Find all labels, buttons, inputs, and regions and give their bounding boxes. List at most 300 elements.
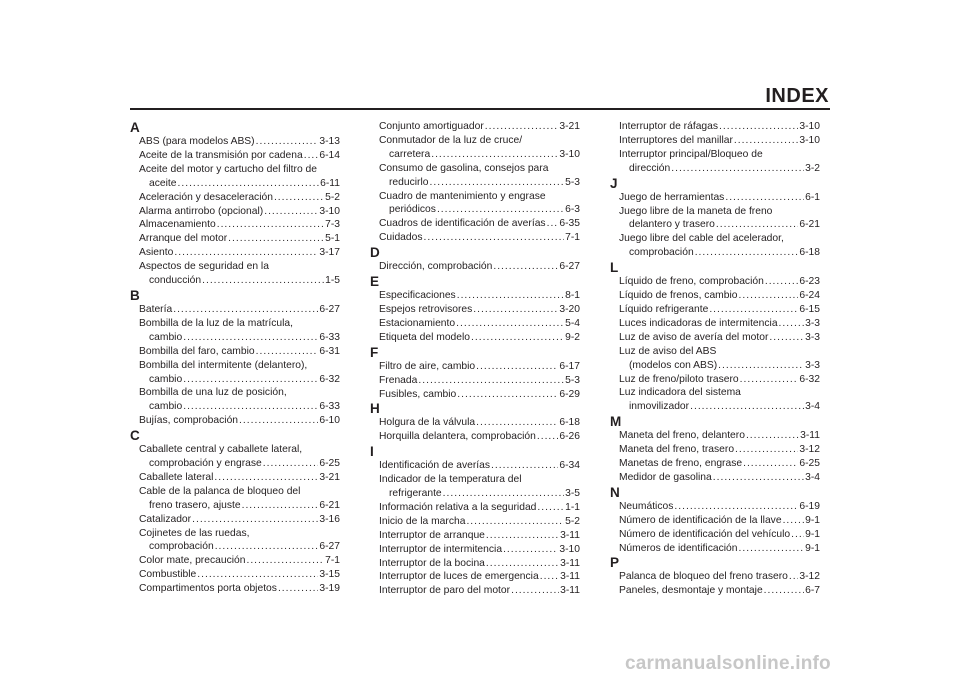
index-entry: [130, 232, 340, 246]
entry-text: Luz de freno/piloto trasero: [619, 373, 739, 385]
index-entry: [610, 542, 820, 556]
entry-text: Conjunto amortiguador: [379, 121, 484, 132]
page-number: 5-3: [565, 176, 580, 188]
entry-text-continued: refrigerante: [389, 488, 442, 500]
entry-text: Interruptor de luces de emergencia: [379, 571, 539, 583]
dot-leader: [537, 430, 559, 444]
index-entry: [130, 485, 340, 513]
entry-text: Aceite de la transmisión por cadena: [139, 149, 303, 161]
entry-text: Horquilla delantera, comprobación: [379, 431, 536, 443]
entry-text: Interruptor de intermitencia: [379, 543, 503, 555]
index-entry: [370, 190, 580, 218]
index-section: [370, 345, 580, 402]
entry-text: Inicio de la marcha: [379, 515, 466, 527]
dot-leader: [791, 528, 804, 542]
index-entry: [370, 162, 580, 190]
dot-leader: [437, 203, 564, 217]
page-number: 6-21: [799, 219, 820, 231]
index-section: [610, 414, 820, 485]
entry-text: Aceite del motor y cartucho del filtro de: [139, 163, 317, 175]
section-letter: F: [370, 344, 379, 360]
entry-text: Líquido de frenos, cambio: [619, 290, 738, 302]
entry-text: ABS (para modelos ABS): [139, 136, 255, 147]
page-number: 3-3: [805, 317, 820, 329]
section-letter: B: [130, 287, 140, 303]
page-number: 3-5: [565, 488, 580, 500]
index-column-2: [370, 120, 580, 598]
section-letter: M: [610, 414, 622, 430]
index-section: [370, 401, 580, 444]
index-entry: [130, 317, 340, 345]
page-number: 3-11: [560, 571, 580, 583]
page-number: 6-34: [559, 460, 580, 472]
page-number: 8-1: [565, 290, 580, 302]
entry-text: Arranque del motor: [139, 233, 228, 245]
page-number: 3-4: [805, 471, 820, 483]
page-number: 6-3: [565, 204, 580, 216]
page-number: 3-12: [799, 444, 820, 456]
index-section: [610, 120, 820, 176]
entry-text-continued: comprobación: [149, 541, 214, 553]
index-entry: [130, 386, 340, 414]
entry-text: Indicador de la temperatura del: [379, 474, 522, 486]
entry-text: Bombilla de una luz de posición,: [139, 387, 287, 399]
dot-leader: [735, 443, 798, 457]
page-number: 6-23: [799, 276, 820, 288]
index-section: [130, 120, 340, 288]
entry-text: Juego libre de la maneta de freno: [619, 205, 773, 217]
entry-text: Almacenamiento: [139, 219, 216, 231]
entry-text: Alarma antirrobo (opcional): [139, 205, 264, 217]
index-entry: [370, 430, 580, 444]
page-number: 6-14: [319, 149, 340, 161]
dot-leader: [256, 345, 319, 359]
page-number: 6-17: [559, 360, 580, 372]
header-rule: [130, 108, 830, 110]
page-number: 6-25: [799, 458, 820, 470]
index-entry: [370, 120, 580, 134]
page-number: 6-7: [805, 585, 820, 597]
entry-text-continued: periódicos: [389, 204, 436, 216]
dot-leader: [540, 570, 559, 584]
page-number: 3-15: [319, 569, 340, 581]
dot-leader: [486, 529, 559, 543]
dot-leader: [457, 388, 558, 402]
page-number: 3-11: [560, 529, 580, 541]
dot-leader: [173, 303, 318, 317]
page-number: 3-10: [559, 148, 580, 160]
entry-text: Espejos retrovisores: [379, 303, 473, 315]
section-letter: D: [370, 245, 380, 261]
dot-leader: [739, 289, 799, 303]
page-number: 6-24: [799, 290, 820, 302]
entry-text: Catalizador: [139, 513, 192, 525]
index-entry: [610, 514, 820, 528]
index-entry: [610, 317, 820, 331]
page-number: 6-26: [559, 431, 580, 443]
dot-leader: [740, 373, 799, 387]
page-number: 3-19: [319, 583, 340, 595]
entry-text: Líquido de freno, comprobación: [619, 276, 764, 288]
index-entry: [610, 429, 820, 443]
page-number: 3-10: [799, 121, 820, 132]
index-entry: [370, 231, 580, 245]
entry-text: Etiqueta del modelo: [379, 331, 471, 343]
page-number: 6-33: [319, 401, 340, 413]
dot-leader: [765, 275, 799, 289]
entry-text: Cuidados: [379, 232, 423, 244]
index-entry: [370, 543, 580, 557]
page-number: 3-10: [559, 543, 580, 555]
entry-text: Consumo de gasolina, consejos para: [379, 162, 549, 174]
dot-leader: [503, 543, 558, 557]
page-number: 5-2: [565, 515, 580, 527]
page-number: 3-21: [559, 121, 580, 132]
dot-leader: [264, 205, 318, 219]
page-number: 6-35: [559, 218, 580, 230]
page-number: 7-3: [325, 219, 340, 231]
index-entry: [610, 584, 820, 598]
dot-leader: [424, 231, 565, 245]
dot-leader: [431, 148, 558, 162]
page-number: 5-1: [325, 233, 340, 245]
dot-leader: [215, 540, 319, 554]
dot-leader: [743, 457, 798, 471]
dot-leader: [443, 487, 564, 501]
entry-text-continued: cambio: [149, 373, 183, 385]
entry-text: Palanca de bloqueo del freno trasero: [619, 571, 788, 583]
entry-text: Cojinetes de las ruedas,: [139, 527, 250, 539]
index-entry: [130, 303, 340, 317]
index-entry: [610, 232, 820, 260]
entry-text: Compartimentos porta objetos: [139, 583, 277, 595]
entry-text: Bombilla del intermitente (delantero),: [139, 359, 308, 371]
dot-leader: [263, 457, 319, 471]
page-number: 6-15: [799, 303, 820, 315]
page-number: 3-12: [799, 571, 820, 583]
entry-text: Holgura de la válvula: [379, 417, 476, 429]
dot-leader: [486, 557, 559, 571]
dot-leader: [217, 218, 324, 232]
index-entry: [130, 246, 340, 260]
page-number: 6-11: [320, 177, 340, 189]
index-entry: [610, 373, 820, 387]
dot-leader: [202, 274, 324, 288]
section-letter: H: [370, 401, 380, 417]
page-number: 5-3: [565, 374, 580, 386]
dot-leader: [476, 416, 558, 430]
entry-text: Número de identificación de la llave: [619, 514, 782, 526]
dot-leader: [304, 149, 319, 163]
watermark: carmanualsonline.info: [625, 653, 831, 674]
index-entry: [130, 443, 340, 471]
entry-text: Aspectos de seguridad en la: [139, 261, 269, 273]
page-number: 6-33: [319, 331, 340, 343]
entry-text: Números de identificación: [619, 542, 738, 554]
entry-text-continued: reducirlo: [389, 176, 429, 188]
index-entry: [370, 459, 580, 473]
dot-leader: [725, 191, 804, 205]
entry-text-continued: cambio: [149, 401, 183, 413]
entry-text: Aceleración y desaceleración: [139, 191, 273, 203]
index-entry: [130, 359, 340, 387]
page-number: 3-4: [805, 401, 820, 413]
index-entry: [370, 584, 580, 598]
index-entry: [610, 205, 820, 233]
index-entry: [610, 191, 820, 205]
entry-text: Interruptor principal/Bloqueo de: [619, 148, 763, 160]
index-section: [370, 444, 580, 598]
dot-leader: [769, 331, 804, 345]
index-entry: [370, 134, 580, 162]
index-entry: [610, 331, 820, 345]
index-entry: [610, 134, 820, 148]
page-number: 3-10: [799, 134, 820, 146]
index-entry: [130, 471, 340, 485]
page-number: 1-5: [325, 275, 340, 287]
index-section: [610, 555, 820, 598]
page-number: 3-11: [800, 430, 820, 442]
entry-text: Conmutador de la luz de cruce/: [379, 134, 523, 146]
page-number: 6-21: [319, 499, 340, 511]
page-number: 9-1: [805, 542, 820, 554]
dot-leader: [183, 373, 318, 387]
index-entry: [130, 149, 340, 163]
entry-text: Interruptor de la bocina: [379, 557, 485, 569]
index-entry: [370, 388, 580, 402]
index-entry: [610, 345, 820, 373]
dot-leader: [256, 135, 319, 149]
page-number: 6-25: [319, 458, 340, 470]
entry-text-continued: aceite: [149, 177, 177, 189]
page-number: 6-32: [319, 373, 340, 385]
entry-text-continued: conducción: [149, 275, 202, 287]
index-column-3: [610, 120, 820, 598]
index-entry: [370, 303, 580, 317]
index-entry: [130, 163, 340, 191]
dot-leader: [274, 191, 324, 205]
dot-leader: [246, 554, 324, 568]
dot-leader: [456, 317, 564, 331]
entry-text-continued: inmovilizador: [629, 401, 690, 413]
page-number: 3-21: [319, 471, 340, 483]
index-entry: [370, 515, 580, 529]
entry-text: Cable de la palanca de bloqueo del: [139, 485, 301, 497]
index-entry: [130, 345, 340, 359]
entry-text: Luz indicadora del sistema: [619, 387, 741, 399]
index-entry: [610, 570, 820, 584]
page-number: 3-11: [560, 585, 580, 597]
entry-text: Líquido refrigerante: [619, 303, 709, 315]
index-entry: [130, 191, 340, 205]
index-entry: [370, 217, 580, 231]
entry-text: Interruptor de ráfagas: [619, 121, 719, 132]
page-number: 3-17: [319, 247, 340, 259]
dot-leader: [457, 289, 564, 303]
entry-text: Combustible: [139, 569, 197, 581]
page-number: 3-2: [805, 162, 820, 174]
dot-leader: [734, 134, 799, 148]
page-title: INDEX: [765, 85, 829, 107]
dot-leader: [418, 374, 564, 388]
page-number: 6-18: [799, 247, 820, 259]
dot-leader: [746, 429, 799, 443]
dot-leader: [695, 246, 799, 260]
index-entry: [610, 443, 820, 457]
section-letter: I: [370, 444, 374, 460]
page-number: 9-1: [805, 514, 820, 526]
entry-text-continued: comprobación y engrase: [149, 458, 262, 470]
section-letter: P: [610, 555, 620, 571]
page-number: 3-11: [560, 557, 580, 569]
page-number: 3-16: [319, 513, 340, 525]
entry-text-continued: delantero y trasero: [629, 219, 715, 231]
index-entry: [130, 135, 340, 149]
index-entry: [370, 317, 580, 331]
entry-text-continued: freno trasero, ajuste: [149, 499, 241, 511]
entry-text: Maneta del freno, delantero: [619, 430, 745, 442]
dot-leader: [716, 218, 799, 232]
section-letter: A: [130, 120, 140, 135]
entry-text-continued: carretera: [389, 148, 431, 160]
entry-text: Luz de aviso del ABS: [619, 345, 717, 357]
dot-leader: [242, 499, 319, 513]
index-column-1: [130, 120, 340, 596]
section-letter: L: [610, 260, 619, 276]
page-number: 3-3: [805, 331, 820, 343]
dot-leader: [671, 162, 804, 176]
dot-leader: [493, 260, 558, 274]
entry-text-continued: (modelos con ABS): [629, 359, 718, 371]
index-entry: [610, 303, 820, 317]
page-number: 6-10: [319, 415, 340, 427]
dot-leader: [719, 120, 798, 134]
entry-text: Juego libre del cable del acelerador,: [619, 233, 784, 245]
entry-text: Asiento: [139, 247, 174, 259]
page-number: 1-1: [565, 501, 580, 513]
index-entry: [370, 529, 580, 543]
page-number: 9-1: [805, 528, 820, 540]
index-entry: [610, 275, 820, 289]
entry-text: Fusibles, cambio: [379, 388, 457, 400]
index-entry: [370, 331, 580, 345]
index-entry: [610, 500, 820, 514]
entry-text: Interruptor de paro del motor: [379, 585, 511, 597]
entry-text: Número de identificación del vehículo: [619, 528, 791, 540]
index-section: [130, 428, 340, 596]
dot-leader: [473, 303, 558, 317]
entry-text: Caballete lateral: [139, 471, 214, 483]
page-number: 3-13: [319, 136, 340, 147]
page-number: 9-2: [565, 331, 580, 343]
index-section: [130, 288, 340, 428]
index-entry: [370, 374, 580, 388]
dot-leader: [783, 514, 805, 528]
index-entry: [130, 568, 340, 582]
index-entry: [610, 386, 820, 414]
entry-text: Bujías, comprobación: [139, 415, 239, 427]
dot-leader: [177, 177, 319, 191]
entry-text: Interruptores del manillar: [619, 134, 733, 146]
page-number: 6-31: [319, 345, 340, 357]
dot-leader: [174, 246, 318, 260]
index-section: [370, 120, 580, 245]
dot-leader: [537, 501, 564, 515]
index-entry: [370, 289, 580, 303]
index-section: [370, 274, 580, 345]
page-number: 3-20: [559, 303, 580, 315]
entry-text: Cuadros de identificación de averías: [379, 218, 546, 230]
entry-text: Neumáticos: [619, 500, 674, 512]
entry-text: Caballete central y caballete lateral,: [139, 444, 303, 456]
index-entry: [370, 570, 580, 584]
dot-leader: [466, 515, 564, 529]
entry-text: Información relativa a la seguridad: [379, 501, 537, 513]
index-entry: [610, 457, 820, 471]
page-number: 6-29: [559, 388, 580, 400]
dot-leader: [547, 217, 559, 231]
index-entry: [610, 148, 820, 176]
dot-leader: [764, 584, 804, 598]
index-entry: [130, 205, 340, 219]
entry-text: Paneles, desmontaje y montaje: [619, 585, 763, 597]
entry-text-continued: cambio: [149, 331, 183, 343]
dot-leader: [430, 176, 565, 190]
page-number: 6-18: [559, 417, 580, 429]
section-letter: N: [610, 484, 620, 500]
dot-leader: [485, 120, 559, 134]
index-entry: [370, 416, 580, 430]
dot-leader: [183, 331, 318, 345]
page-number: 7-1: [325, 555, 340, 567]
dot-leader: [690, 400, 804, 414]
dot-leader: [278, 582, 318, 596]
index-entry: [130, 582, 340, 596]
section-letter: E: [370, 274, 380, 290]
dot-leader: [476, 360, 558, 374]
entry-text: Bombilla del faro, cambio: [139, 345, 255, 357]
dot-leader: [674, 500, 798, 514]
entry-text: Juego de herramientas: [619, 191, 725, 203]
page-number: 6-27: [319, 303, 340, 315]
dot-leader: [713, 471, 804, 485]
entry-text: Maneta del freno, trasero: [619, 444, 735, 456]
entry-text-continued: dirección: [629, 162, 671, 174]
dot-leader: [214, 471, 318, 485]
index-entry: [370, 473, 580, 501]
entry-text: Luces indicadoras de intermitencia: [619, 317, 778, 329]
dot-leader: [183, 400, 318, 414]
section-letter: J: [610, 175, 618, 191]
index-entry: [130, 218, 340, 232]
entry-text: Especificaciones: [379, 290, 456, 302]
index-entry: [370, 360, 580, 374]
index-entry: [130, 554, 340, 568]
page-number: 3-3: [805, 359, 820, 371]
entry-text: Interruptor de arranque: [379, 529, 485, 541]
index-entry: [370, 260, 580, 274]
dot-leader: [471, 331, 564, 345]
page-number: 5-4: [565, 317, 580, 329]
index-section: [610, 176, 820, 261]
page-number: 6-32: [799, 373, 820, 385]
dot-leader: [192, 513, 318, 527]
index-section: [370, 245, 580, 274]
entry-text: Bombilla de la luz de la matrícula,: [139, 317, 293, 329]
entry-text: Identificación de averías: [379, 460, 491, 472]
index-entry: [130, 527, 340, 555]
dot-leader: [228, 232, 324, 246]
